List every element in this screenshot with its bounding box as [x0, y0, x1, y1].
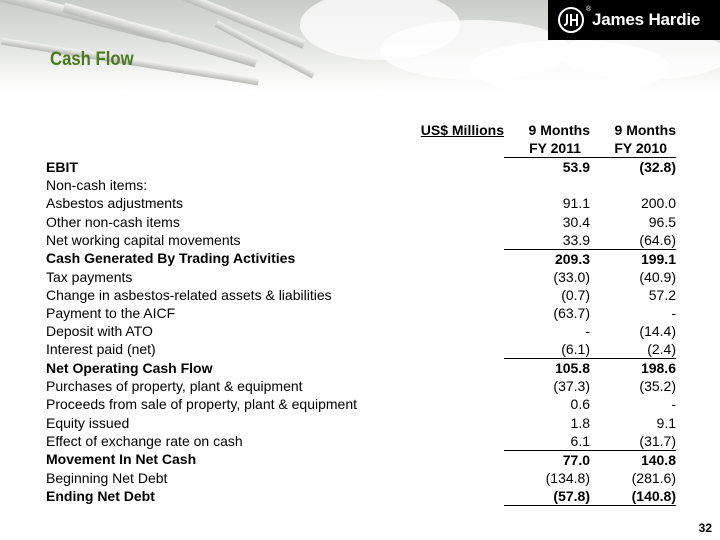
cash-flow-table	[46, 121, 676, 506]
row-label: Ending Net Debt	[46, 488, 155, 505]
row-label: EBIT	[46, 158, 78, 175]
col-header-fy2011-period: 9 Months	[528, 122, 590, 139]
table-row	[46, 158, 676, 177]
value-fy2010	[590, 176, 676, 194]
value-fy2010: 199.1	[640, 250, 676, 267]
table-row	[46, 194, 676, 212]
table-row	[46, 212, 676, 230]
value-fy2010: -	[671, 396, 676, 413]
value-fy2011: (37.3)	[553, 378, 590, 395]
value-fy2010: (40.9)	[639, 268, 676, 285]
table-row	[46, 322, 676, 340]
row-label: Net Operating Cash Flow	[46, 360, 213, 377]
value-fy2010: (14.4)	[639, 323, 676, 340]
table-row	[46, 395, 676, 413]
value-fy2011: (6.1)	[504, 340, 590, 359]
row-label: Cash Generated By Trading Activities	[46, 250, 296, 267]
company-logo	[548, 0, 720, 40]
value-fy2011: 91.1	[562, 195, 590, 212]
value-fy2011: 77.0	[562, 451, 590, 468]
value-fy2010: (281.6)	[631, 469, 676, 486]
row-label: Payment to the AICF	[46, 304, 176, 321]
value-fy2010: 9.1	[656, 414, 676, 431]
table-row-subtotal	[46, 450, 676, 469]
row-label: Tax payments	[46, 268, 133, 285]
value-fy2010: 200.0	[640, 195, 676, 212]
value-fy2011: (33.0)	[553, 268, 590, 285]
table-row	[46, 304, 676, 322]
row-label: Change in asbestos-related assets & liabilities	[46, 286, 332, 303]
value-fy2010: 140.8	[640, 451, 676, 468]
value-fy2010: (35.2)	[639, 378, 676, 395]
value-fy2010: (64.6)	[590, 231, 676, 250]
value-fy2010: (32.8)	[639, 159, 676, 176]
table-row	[46, 340, 676, 359]
logo-brand-name: James Hardie	[592, 10, 701, 29]
page-title: Cash Flow	[50, 49, 134, 70]
table-row	[46, 176, 676, 194]
row-label: Proceeds from sale of property, plant & equipment	[46, 396, 358, 413]
value-fy2011: 0.6	[570, 396, 590, 413]
value-fy2011: 105.8	[554, 360, 590, 377]
col-header-fy2011-year: FY 2011	[504, 139, 590, 158]
value-fy2011: 1.8	[570, 414, 590, 431]
page-number: 32	[698, 521, 712, 535]
value-fy2011: (57.8)	[504, 487, 590, 506]
value-fy2010: 57.2	[648, 286, 676, 303]
jh-monogram-icon	[562, 13, 580, 27]
row-label: Net working capital movements	[46, 231, 241, 248]
value-fy2010: (2.4)	[590, 340, 676, 359]
value-fy2011: 30.4	[562, 213, 590, 230]
units-label: US$ Millions	[420, 122, 504, 138]
table-row-subtotal	[46, 249, 676, 268]
value-fy2010: (140.8)	[590, 487, 676, 506]
table-row	[46, 469, 676, 487]
jh-logo-icon	[558, 7, 584, 33]
row-label: Asbestos adjustments	[46, 195, 183, 212]
value-fy2011: (134.8)	[545, 469, 590, 486]
table-row-subtotal	[46, 359, 676, 378]
row-label: Purchases of property, plant & equipment	[46, 378, 303, 395]
table-header-row	[46, 121, 676, 139]
table-row	[46, 414, 676, 432]
value-fy2011: (0.7)	[561, 286, 590, 303]
value-fy2011: -	[585, 323, 590, 340]
value-fy2011: 33.9	[504, 231, 590, 250]
row-label: Deposit with ATO	[46, 323, 153, 340]
row-label: Equity issued	[46, 414, 130, 431]
table-row	[46, 268, 676, 286]
value-fy2010: 96.5	[648, 213, 676, 230]
row-label: Effect of exchange rate on cash	[46, 432, 243, 449]
row-label: Interest paid (net)	[46, 341, 156, 358]
table-row	[46, 432, 676, 451]
row-label: Movement In Net Cash	[46, 451, 197, 468]
value-fy2010: (31.7)	[590, 432, 676, 451]
value-fy2011: 209.3	[554, 250, 590, 267]
col-header-fy2010-year: FY 2010	[590, 139, 676, 158]
table-row	[46, 286, 676, 304]
value-fy2011: 53.9	[562, 159, 590, 176]
value-fy2011: (63.7)	[553, 304, 590, 321]
table-row	[46, 231, 676, 250]
row-label: Non-cash items:	[46, 177, 148, 194]
row-label: Beginning Net Debt	[46, 469, 168, 486]
row-label: Other non-cash items	[46, 213, 180, 230]
registered-mark: ®	[586, 6, 592, 13]
col-header-fy2010-period: 9 Months	[614, 122, 676, 139]
value-fy2011	[504, 176, 590, 194]
value-fy2011: 6.1	[504, 432, 590, 451]
value-fy2010: -	[671, 304, 676, 321]
value-fy2010: 198.6	[640, 360, 676, 377]
table-row	[46, 377, 676, 395]
table-row-total	[46, 487, 676, 506]
